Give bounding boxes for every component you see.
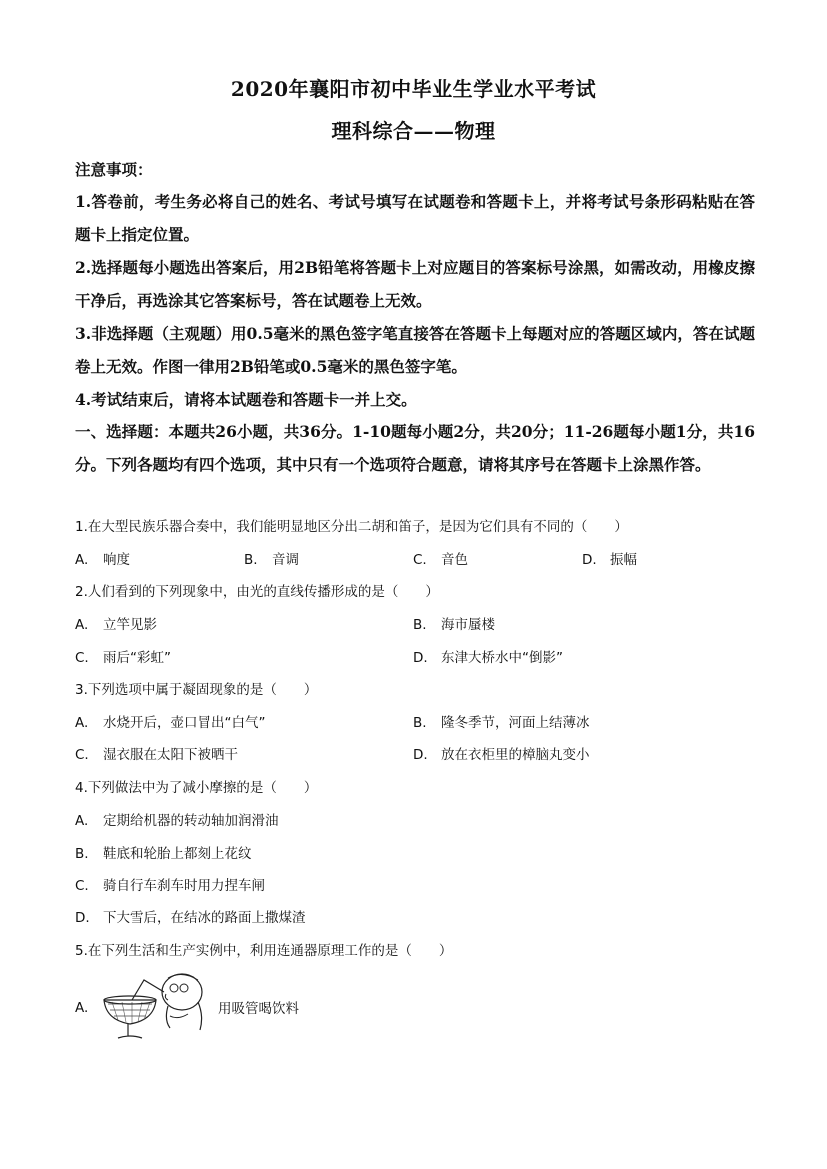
- option-b: [244, 548, 299, 568]
- option-b: [413, 711, 590, 731]
- option-a: [75, 548, 130, 568]
- option-letter: D.: [413, 747, 428, 763]
- option-letter: A.: [75, 1000, 89, 1016]
- question-stem: 2.人们看到的下列现象中，由光的直线传播形成的是（ ）: [75, 584, 439, 600]
- question-stem: 1.在大型民族乐器合奏中，我们能明显地区分出二胡和笛子，是因为它们具有不同的（ ）: [75, 519, 628, 535]
- option-text: 水烧开后，壶口冒出“白气”: [103, 715, 266, 731]
- option-text: 海市蜃楼: [441, 617, 495, 633]
- option-letter: B.: [413, 715, 427, 731]
- question-stem: 5.在下列生活和生产实例中，利用连通器原理工作的是（ ）: [75, 943, 453, 959]
- notice-item: 2.选择题每小题选出答案后，用2B铅笔将答题卡上对应题目的答案标号涂黑，如需改动，用橡皮擦干净后，再选涂其它答案标号，答在试题卷上无效。: [75, 258, 755, 310]
- option-text: 音色: [441, 552, 468, 568]
- option-a: [75, 613, 157, 633]
- option-letter: A.: [75, 552, 89, 568]
- option-letter: C.: [413, 552, 427, 568]
- option-letter: A.: [75, 715, 89, 731]
- option-text: 振幅: [610, 552, 637, 568]
- option-b: [413, 613, 495, 633]
- option-d: [75, 906, 306, 926]
- option-a: [75, 809, 279, 829]
- option-letter: A.: [75, 813, 89, 829]
- option-d: [413, 646, 563, 666]
- option-text: 响度: [103, 552, 130, 568]
- section-intro: 一、选择题：本题共26小题，共36分。1-10题每小题2分，共20分；11-26题每小题1分，共16分。下列各题均有四个选项，其中只有一个选项符合题意，请将其序号在答题卡上涂黑作答。: [75, 422, 755, 474]
- option-letter: B.: [413, 617, 427, 633]
- drinking-straw-illustration: [98, 970, 210, 1046]
- option-letter: D.: [582, 552, 597, 568]
- option-letter: B.: [75, 846, 89, 862]
- option-text: 鞋底和轮胎上都刻上花纹: [103, 846, 252, 862]
- option-c: [75, 646, 171, 666]
- page-title: 2020年襄阳市初中毕业生学业水平考试: [230, 77, 597, 101]
- page-subtitle: 理科综合——物理: [331, 119, 496, 143]
- option-text: 放在衣柜里的樟脑丸变小: [441, 747, 590, 763]
- option-text: 东津大桥水中“倒影”: [441, 650, 563, 666]
- option-letter: D.: [75, 910, 90, 926]
- question-stem: 4.下列做法中为了减小摩擦的是（ ）: [75, 780, 318, 796]
- option-text: 立竿见影: [103, 617, 157, 633]
- option-letter: C.: [75, 650, 89, 666]
- option-c: [413, 548, 468, 568]
- option-text: 音调: [272, 552, 299, 568]
- option-letter: C.: [75, 878, 89, 894]
- option-c: [75, 874, 265, 894]
- option-text: 用吸管喝饮料: [218, 1001, 299, 1017]
- option-a: [75, 711, 266, 731]
- option-letter: D.: [413, 650, 428, 666]
- notice-heading: 注意事项：: [75, 160, 153, 179]
- option-text: 湿衣服在太阳下被晒干: [103, 747, 238, 763]
- option-text: 雨后“彩虹”: [103, 650, 171, 666]
- notice-item: 4.考试结束后，请将本试题卷和答题卡一并上交。: [75, 390, 417, 409]
- option-letter: A.: [75, 617, 89, 633]
- option-letter: C.: [75, 747, 89, 763]
- option-text: 定期给机器的转动轴加润滑油: [103, 813, 279, 829]
- notice-item: 1.答卷前，考生务必将自己的姓名、考试号填写在试题卷和答题卡上，并将考试号条形码粘贴在答题卡上指定位置。: [75, 192, 755, 244]
- option-text: 隆冬季节，河面上结薄冰: [441, 715, 590, 731]
- notice-item: 3.非选择题（主观题）用0.5毫米的黑色签字笔直接答在答题卡上每题对应的答题区域内，答在试题卷上无效。作图一律用2B铅笔或0.5毫米的黑色签字笔。: [75, 324, 755, 376]
- option-d: [582, 548, 637, 568]
- option-letter: B.: [244, 552, 258, 568]
- question-stem: 3.下列选项中属于凝固现象的是（ ）: [75, 682, 318, 698]
- option-c: [75, 743, 238, 763]
- option-text: 骑自行车刹车时用力捏车闸: [103, 878, 265, 894]
- option-b: [75, 842, 252, 862]
- option-d: [413, 743, 590, 763]
- option-text: 下大雪后，在结冰的路面上撒煤渣: [103, 910, 306, 926]
